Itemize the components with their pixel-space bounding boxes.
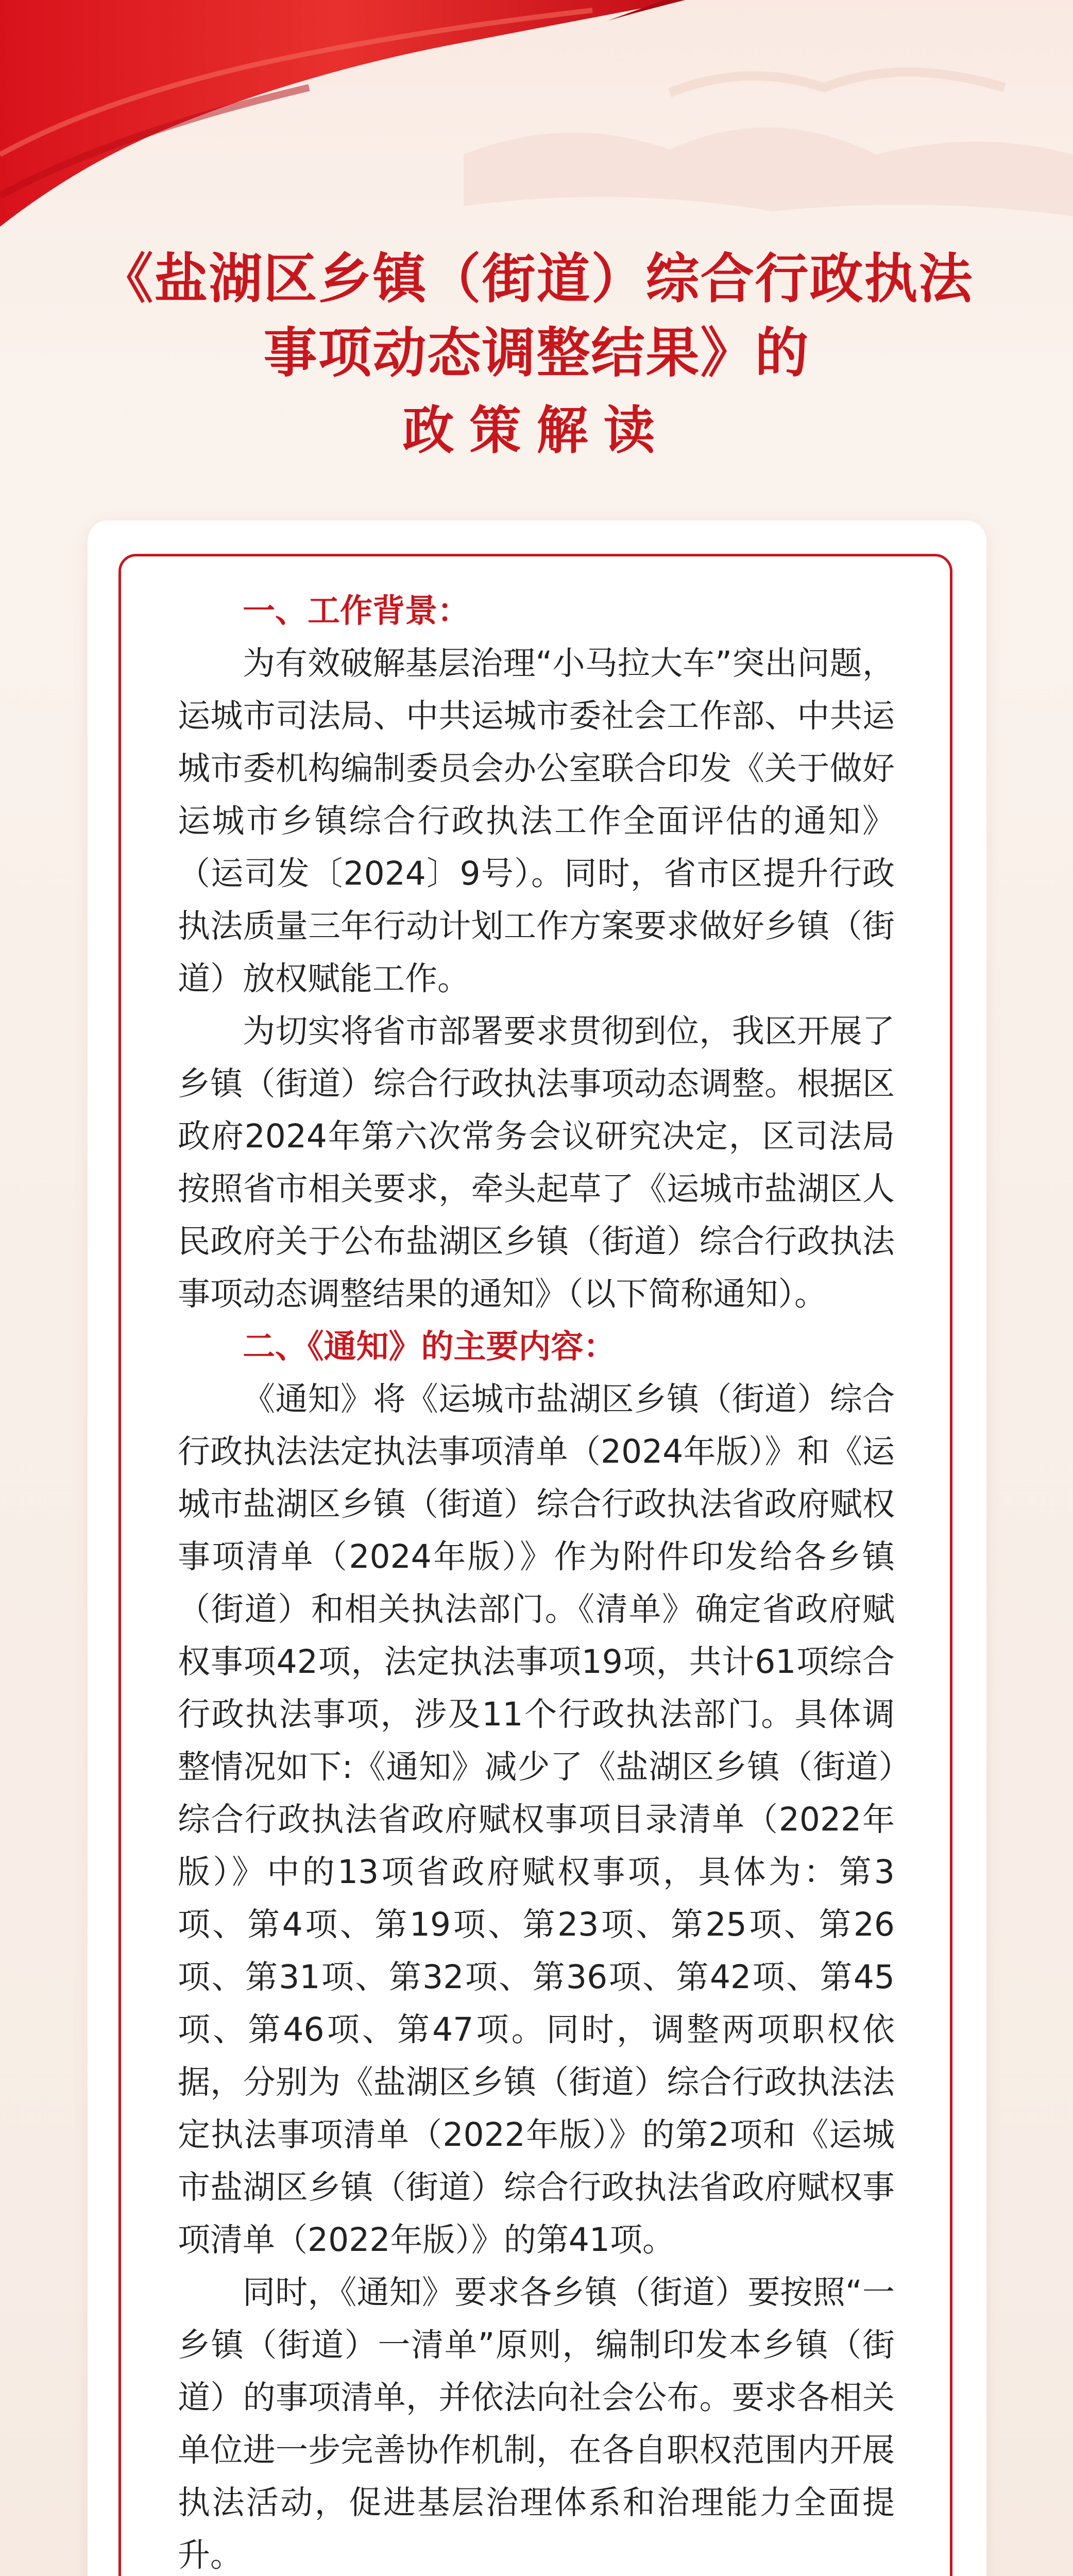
section-2-paragraph-1: 《通知》将《运城市盐湖区乡镇（街道）综合行政执法法定执法事项清单（2024年版）》和《运城市盐湖区乡镇（街道）综合行政执法省政府赋权事项清单（2024年版）》作为附件印发给各乡镇（街道）和相关执法部门。《清单》确定省政府赋权事项42项，法定执法事项19项，共计61项综合行政执法事项，涉及11个行政执法部门。具体调整情况如下:《通知》减少了《盐湖区乡镇（街道）综合行政执法省政府赋权事项目录清单（2022年版）》中的13项省政府赋权事项，具体为：第3项、第4项、第19项、第23项、第25项、第26项、第31项、第32项、第36项、第42项、第45项、第46项、第47项。同时，调整两项职权依据，分别为《盐湖区乡镇（街道）综合行政执法法定执法事项清单（2022年版）》的第2项和《运城市盐湖区乡镇（街道）综合行政执法省政府赋权事项清单（2022年版）》的第41项。 <box>178 1380 895 2259</box>
section-2-paragraph-2: 同时，《通知》要求各乡镇（街道）要按照“一乡镇（街道）一清单”原则，编制印发本乡镇（街道）的事项清单，并依法向社会公布。要求各相关单位进一步完善协作机制，在各自职权范围内开展执法活动，促进基层治理体系和治理能力全面提升。 <box>178 2274 895 2574</box>
section-2-heading: 二、《通知》的主要内容： <box>243 1328 616 1365</box>
red-ribbon <box>0 0 1073 268</box>
title-line-3: 政策解读 <box>402 400 671 461</box>
section-1-heading: 一、工作背景： <box>243 592 470 630</box>
title-line-2: 事项动态调整结果》的 <box>263 321 810 384</box>
policy-text <box>178 585 895 2576</box>
section-1-paragraph-1: 为有效破解基层治理“小马拉大车”突出问题，运城市司法局、中共运城市委社会工作部、中共运城市委机构编制委员会办公室联合印发《关于做好运城市乡镇综合行政执法工作全面评估的通知》（运司发〔2024〕9号）。同时，省市区提升行政执法质量三年行动计划工作方案要求做好乡镇（街道）放权赋能工作。 <box>178 645 895 997</box>
section-1-paragraph-2: 为切实将省市部署要求贯彻到位，我区开展了乡镇（街道）综合行政执法事项动态调整。根据区政府2024年第六次常务会议研究决定，区司法局按照省市相关要求，牵头起草了《运城市盐湖区人民政府关于公布盐湖区乡镇（街道）综合行政执法事项动态调整结果的通知》（以下简称通知）。 <box>178 1012 895 1313</box>
title-line-1: 《盐湖区乡镇（街道）综合行政执法 <box>99 247 974 310</box>
title-block <box>0 242 1073 466</box>
